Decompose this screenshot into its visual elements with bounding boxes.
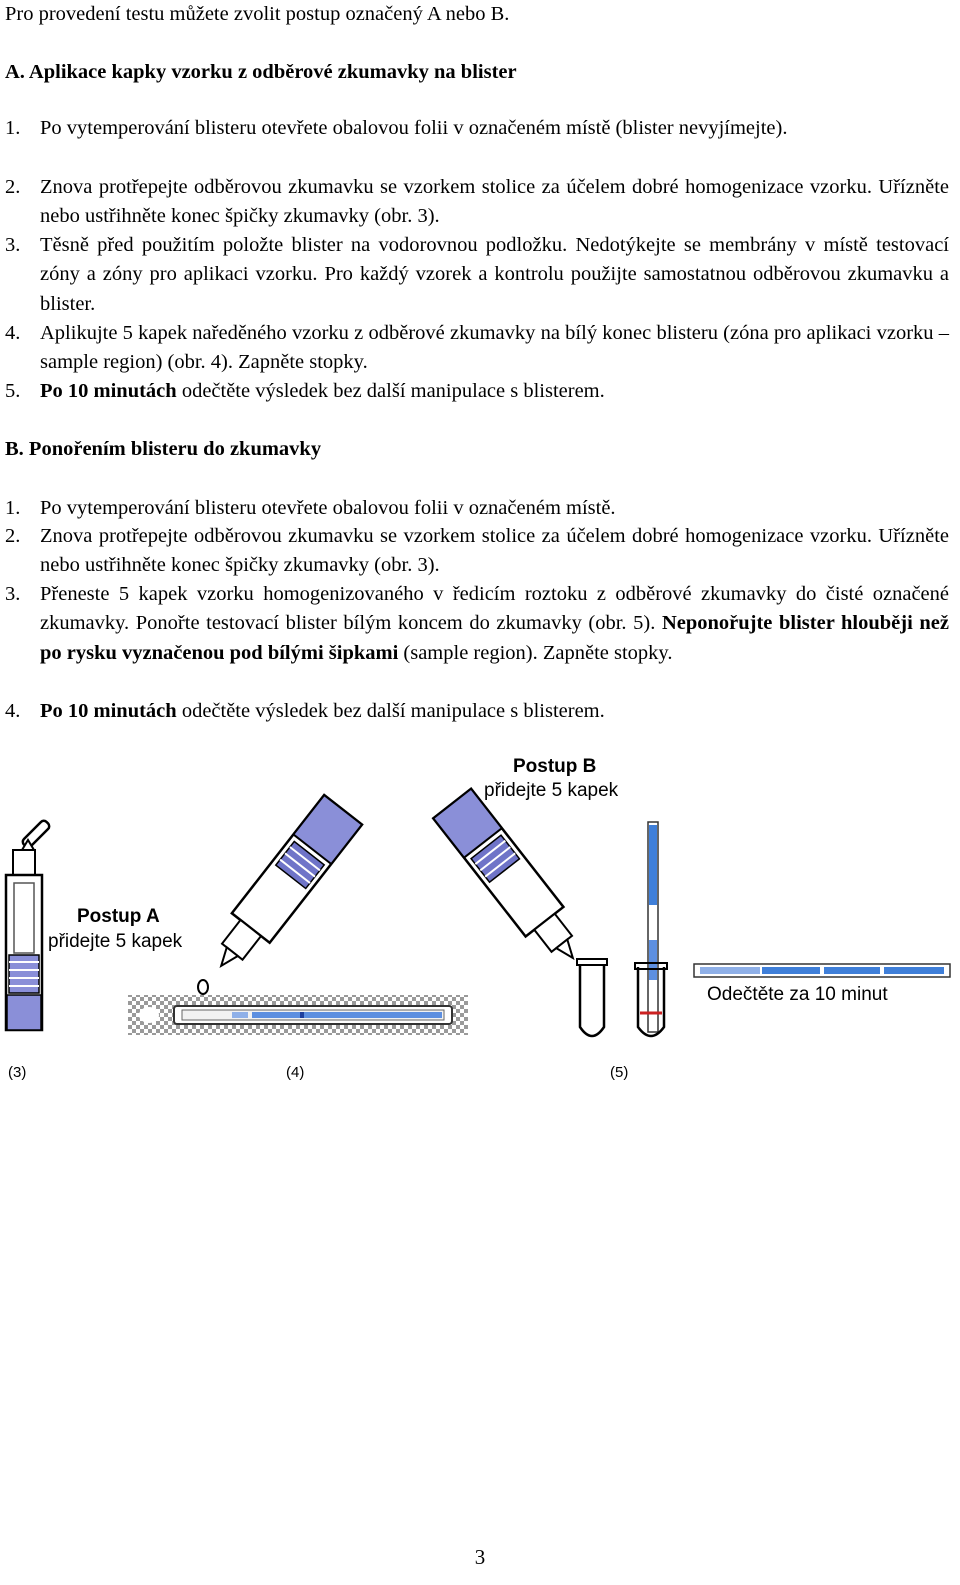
section-a-step-5 — [5, 377, 949, 406]
intro-text: Pro provedení testu můžete zvolit postup označený A nebo B. — [5, 3, 510, 25]
section-b-step-2 — [5, 522, 949, 581]
section-a-step-4 — [5, 319, 949, 378]
section-b-heading: B. Ponořením blisteru do zkumavky — [5, 438, 322, 460]
section-b-step-4 — [5, 697, 949, 726]
step-rest: odečtěte výsledek bez další manipulace s blisterem. — [176, 380, 605, 402]
step-text: Po vytemperování blisteru otevřete obalovou folii v označeném místě (blister nevyjímejte). — [40, 117, 788, 139]
step-number: 2. — [5, 176, 21, 198]
fig3-tube — [6, 819, 51, 1030]
postup-b-title: Postup B — [513, 756, 597, 777]
step-bold: Po 10 minutách — [40, 700, 177, 722]
step-text-a: Přeneste 5 kapek vzorku homogenizovaného v ředicím roztoku z odběrové zkumavky do čisté označené zkumavky. Ponořte testovací blister bílým koncem do zkumavky (obr. 5). — [40, 583, 949, 635]
step-bold: Neponořujte blister hlouběji než po rysku vyznačenou pod bílými šipkami — [40, 612, 949, 664]
section-a-step-2 — [5, 173, 949, 232]
step-bold: Po 10 minutách — [40, 380, 177, 402]
section-a-step-3 — [5, 231, 949, 319]
step-text: Znova protřepejte odběrovou zkumavku se vzorkem stolice za účelem dobré homogenizace vzorku. Uřízněte nebo ustřihněte konec špičky zkumavky (obr. 3). — [40, 525, 949, 577]
section-b-step-3 — [5, 580, 949, 668]
step-number: 5. — [5, 380, 21, 402]
section-a-step-1 — [5, 114, 949, 143]
fig4-tube — [198, 795, 362, 994]
fig4-blister — [128, 995, 468, 1035]
step-number: 4. — [5, 700, 21, 722]
fig5-label: (5) — [610, 1064, 629, 1081]
step-text: Těsně před použitím položte blister na vodorovnou podložku. Nedotýkejte se membrány v místě testovací zóny a zóny pro aplikaci vzorku. Pro každý vzorek a kontrolu použijte samostatnou odběrovou zkumavku a blister. — [40, 234, 949, 315]
postup-a-title: Postup A — [77, 906, 160, 927]
read-result-label: Odečtěte za 10 minut — [707, 984, 888, 1005]
read-blister — [694, 964, 950, 977]
fig3-label: (3) — [8, 1064, 27, 1081]
step-number: 3. — [5, 583, 21, 605]
section-a-heading: A. Aplikace kapky vzorku z odběrové zkumavky na blister — [5, 61, 517, 83]
step-text: Znova protřepejte odběrovou zkumavku se vzorkem stolice za účelem dobré homogenizace vzorku. Uřízněte nebo ustřihněte konec špičky zkumavky (obr. 3). — [40, 176, 949, 228]
step-text — [40, 697, 949, 726]
step-rest: odečtěte výsledek bez další manipulace s blisterem. — [176, 700, 605, 722]
page-number: 3 — [474, 1545, 486, 1569]
procedure-figure — [0, 745, 960, 1090]
fig4-label: (4) — [286, 1064, 305, 1081]
step-text: Aplikujte 5 kapek naředěného vzorku z odběrové zkumavky na bílý konec blisteru (zóna pro aplikaci vzorku – sample region) (obr. 4). Zapněte stopky. — [40, 322, 949, 374]
step-text — [40, 377, 949, 406]
step-text: Po vytemperování blisteru otevřete obalovou folii v označeném místě. — [40, 497, 616, 519]
fig5-blister — [635, 822, 667, 1036]
section-b-step-1 — [5, 494, 949, 523]
step-number: 3. — [5, 234, 21, 256]
step-number: 2. — [5, 525, 21, 547]
step-text — [40, 580, 949, 668]
step-number: 1. — [5, 497, 21, 519]
postup-b-subtitle: přidejte 5 kapek — [484, 780, 619, 801]
step-number: 4. — [5, 322, 21, 344]
step-text-b: (sample region). Zapněte stopky. — [398, 641, 673, 664]
postup-a-subtitle: přidejte 5 kapek — [48, 931, 183, 952]
step-number: 1. — [5, 117, 21, 139]
